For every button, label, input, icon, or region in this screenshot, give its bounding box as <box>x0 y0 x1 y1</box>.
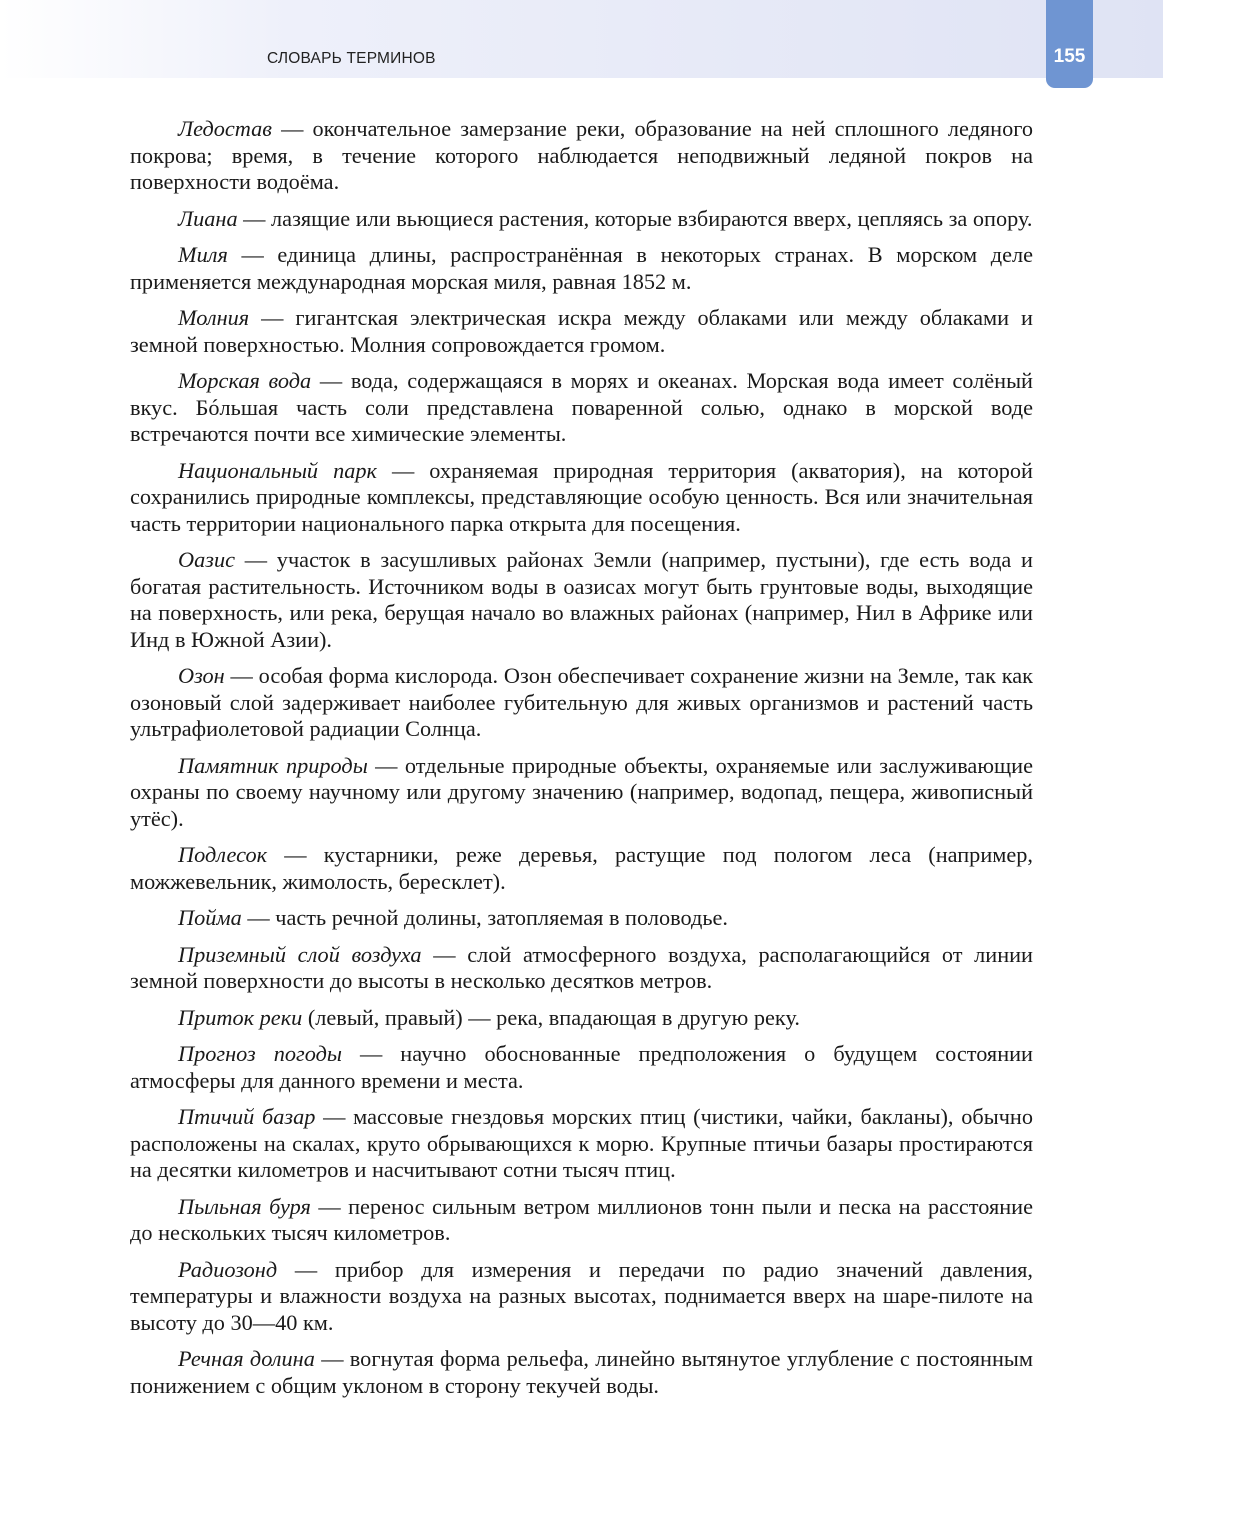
glossary-term: Радиозонд <box>178 1256 278 1282</box>
section-title: СЛОВАРЬ ТЕРМИНОВ <box>267 50 436 67</box>
glossary-term: Озон <box>178 663 225 688</box>
glossary-term: Пыльная буря <box>178 1193 311 1219</box>
page-number: 155 <box>1053 46 1086 67</box>
glossary-term: Памятник природы <box>178 752 368 778</box>
glossary-term: Подлесок <box>178 842 268 867</box>
glossary-entry <box>130 305 1033 358</box>
glossary-entry <box>130 753 1033 833</box>
glossary-definition: — лазящие или вьющиеся растения, которые взбираются вверх, цепляясь за опору. <box>237 205 1033 231</box>
glossary-definition: — слой атмосферного воздуха, располагающийся от линии земной поверхности до высоты в несколько десятков метров. <box>130 941 1033 993</box>
glossary-definition: — массовые гнездовья морских птиц (чистики, чайки, бакланы), обычно расположены на скалах, круто обрывающихся к морю. Крупные птичьи базары простираются на десятки километров и насчитывают сотни тысяч птиц. <box>130 1104 1033 1182</box>
glossary-definition: — окончательное замерзание реки, образование на ней сплошного ледяного покрова; время, в течение которого наблюдается неподвижный ледяной покров на поверхности водоёма. <box>130 116 1033 194</box>
glossary-definition: — отдельные природные объекты, охраняемые или заслуживающие охраны по своему научному или другому значению (например, водопад, пещера, живописный утёс). <box>130 752 1033 831</box>
glossary-definition: — охраняемая природная территория (акватория), на которой сохранились природные комплексы, представляющие особую ценность. Вся или значительная часть территории национального парка открыта для посещения. <box>130 457 1033 536</box>
glossary-definition: — вогнутая форма рельефа, линейно вытянутое углубление с постоянным понижением с общим уклоном в сторону текучей воды. <box>130 1346 1034 1398</box>
glossary-entry <box>130 368 1033 448</box>
glossary-entries <box>130 116 1033 1409</box>
glossary-term: Миля <box>178 242 228 267</box>
glossary-definition: — научно обоснованные предположения о будущем состоянии атмосферы для данного времени и места. <box>130 1041 1033 1093</box>
glossary-term: Речная долина <box>178 1346 315 1371</box>
glossary-entry <box>130 663 1033 743</box>
glossary-definition: — единица длины, распространённая в некоторых странах. В морском деле применяется международная морская миля, равная 1852 м. <box>130 242 1033 294</box>
glossary-term: Пойма <box>178 905 242 930</box>
glossary-entry <box>130 242 1033 295</box>
page-number-tab <box>1046 0 1093 88</box>
glossary-definition: — участок в засушливых районах Земли (например, пустыни), где есть вода и богатая растительность. Источником воды в оазисах могут быть грунтовые воды, выходящие на поверхность, или река, берущая начало во влажных районах (например, Нил в Африке или Инд в Южной Азии). <box>130 547 1033 652</box>
glossary-definition: — кустарники, реже деревья, растущие под пологом леса (например, можжевельник, жимолость, бересклет). <box>130 842 1033 894</box>
glossary-entry <box>130 905 1033 932</box>
glossary-definition: — перенос сильным ветром миллионов тонн пыли и песка на расстояние до нескольких тысяч километров. <box>130 1193 1033 1245</box>
glossary-entry <box>130 547 1033 653</box>
glossary-term: Лиана <box>178 205 238 231</box>
glossary-definition: — вода, содержащаяся в морях и океанах. Морская вода имеет солёный вкус. Бóльшая часть соли представлена поваренной солью, однако в морской воде встречаются почти все химические элементы. <box>130 368 1033 446</box>
header-band <box>0 0 1163 78</box>
glossary-term: Морская вода <box>178 368 312 393</box>
glossary-entry <box>130 1346 1033 1399</box>
glossary-term: Национальный парк <box>178 457 377 483</box>
glossary-term: Приземный слой воздуха <box>178 941 422 967</box>
glossary-entry <box>130 1005 1033 1032</box>
glossary-definition: — гигантская электрическая искра между облаками или между облаками и земной поверхностью. Молния сопровождается громом. <box>130 305 1033 357</box>
glossary-entry <box>130 206 1033 233</box>
glossary-entry <box>130 1104 1033 1184</box>
glossary-entry <box>130 116 1033 196</box>
glossary-definition: (левый, правый) — река, впадающая в другую реку. <box>302 1004 800 1030</box>
glossary-definition: — особая форма кислорода. Озон обеспечивает сохранение жизни на Земле, так как озоновый слой задерживает наиболее губительную для живых организмов и растений часть ультрафиолетовой радиации Солнца. <box>130 663 1033 741</box>
glossary-entry <box>130 1257 1033 1337</box>
glossary-term: Птичий базар <box>178 1104 316 1129</box>
glossary-entry <box>130 942 1033 995</box>
glossary-entry <box>130 842 1033 895</box>
glossary-entry <box>130 1041 1033 1094</box>
glossary-definition: — часть речной долины, затопляемая в половодье. <box>241 905 728 930</box>
glossary-term: Оазис <box>178 547 235 572</box>
glossary-entry <box>130 458 1033 538</box>
glossary-term: Прогноз погоды <box>178 1041 342 1066</box>
glossary-term: Молния <box>178 305 250 330</box>
glossary-term: Приток реки <box>178 1004 303 1030</box>
glossary-definition: — прибор для измерения и передачи по радио значений давления, температуры и влажности воздуха на разных высотах, поднимается вверх на шаре-пилоте на высоту до 30—40 км. <box>130 1256 1033 1335</box>
glossary-entry <box>130 1194 1033 1247</box>
glossary-term: Ледостав <box>178 116 272 141</box>
